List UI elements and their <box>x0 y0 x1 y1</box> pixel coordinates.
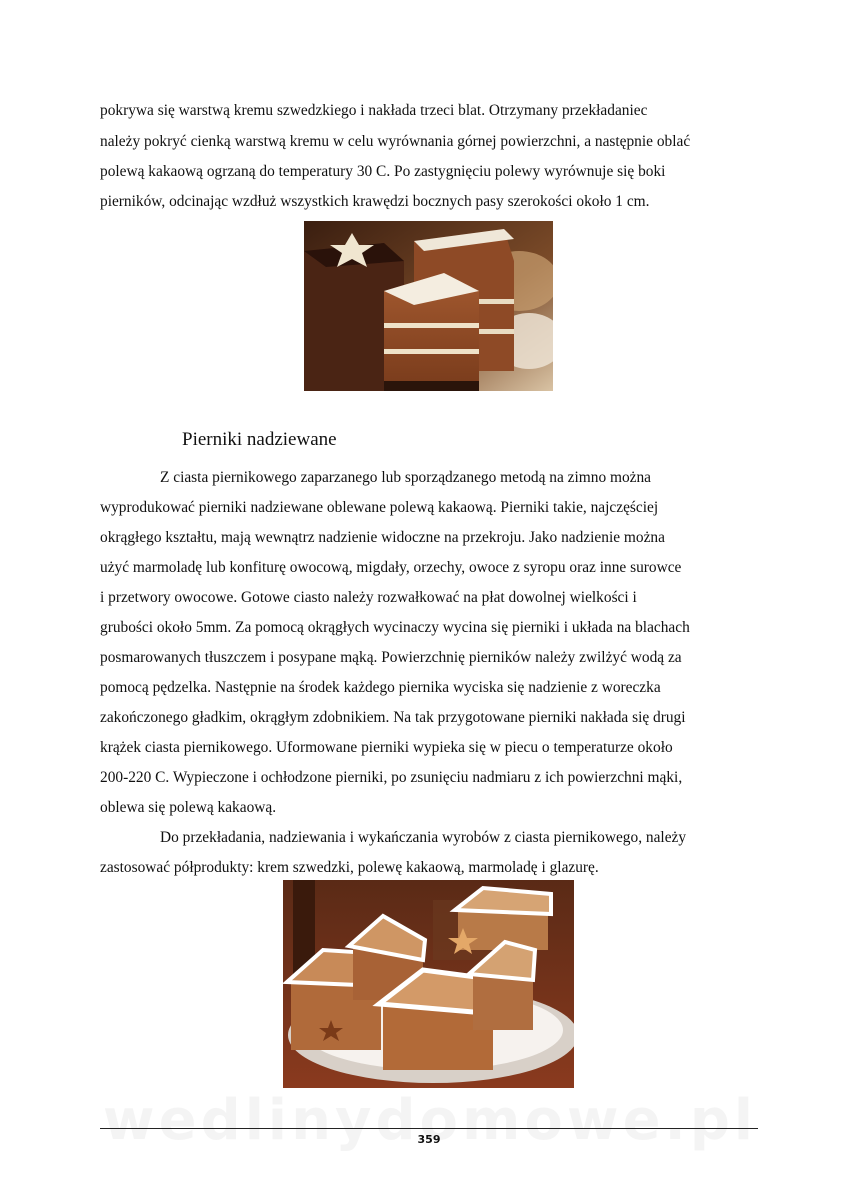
footer-rule <box>100 1128 758 1129</box>
page-number: 359 <box>417 1133 441 1146</box>
text-line: pomocą pędzelka. Następnie na środek każdego piernika wyciska się nadzienie z woreczka <box>100 679 661 696</box>
text-line: należy pokryć cienką warstwą kremu w celu wyrównania górnej powierzchni, a następnie oblać <box>100 133 691 150</box>
gingerbread-houses-photo <box>283 880 574 1088</box>
text-line: pokrywa się warstwą kremu szwedzkiego i nakłada trzeci blat. Otrzymany przekładaniec <box>100 102 648 119</box>
text-line: zastosować półprodukty: krem szwedzki, polewę kakaową, marmoladę i glazurę. <box>100 859 599 876</box>
text-line: grubości około 5mm. Za pomocą okrągłych wycinaczy wycina się pierniki i układa na blachach <box>100 619 690 636</box>
text-line: krążek ciasta piernikowego. Uformowane pierniki wypieka się w piecu o temperaturze około <box>100 739 673 756</box>
text-line: Z ciasta piernikowego zaparzanego lub sporządzanego metodą na zimno można <box>160 469 652 486</box>
text-line: wyprodukować pierniki nadziewane oblewane polewą kakaową. Pierniki takie, najczęściej <box>100 499 659 516</box>
text-line: polewą kakaową ogrzaną do temperatury 30 C. Po zastygnięciu polewy wyrównuje się boki <box>100 163 666 180</box>
text-line: oblewa się polewą kakaową. <box>100 799 277 816</box>
section-heading: Pierniki nadziewane <box>182 429 337 450</box>
text-line: 200-220 C. Wypieczone i ochłodzone pierniki, po zsunięciu nadmiaru z ich powierzchni mąki, <box>100 769 683 786</box>
text-line: użyć marmoladę lub konfiturę owocową, migdały, orzechy, owoce z syropu oraz inne surowce <box>100 559 682 576</box>
text-line: i przetwory owocowe. Gotowe ciasto należy rozwałkować na płat dowolnej wielkości i <box>100 589 637 606</box>
text-line: pierników, odcinając wzdłuż wszystkich krawędzi bocznych pasy szerokości około 1 cm. <box>100 193 650 210</box>
layered-gingerbread-cake-photo <box>304 221 553 391</box>
text-line: okrągłego kształtu, mają wewnątrz nadzienie widoczne na przekroju. Jako nadzienie można <box>100 529 665 546</box>
text-line: Do przekładania, nadziewania i wykańczania wyrobów z ciasta piernikowego, należy <box>160 829 687 846</box>
text-line: posmarowanych tłuszczem i posypane mąką. Powierzchnię pierników należy zwilżyć wodą za <box>100 649 682 666</box>
text-line: zakończonego gładkim, okrągłym zdobnikiem. Na tak przygotowane pierniki nakłada się drugi <box>100 709 686 726</box>
